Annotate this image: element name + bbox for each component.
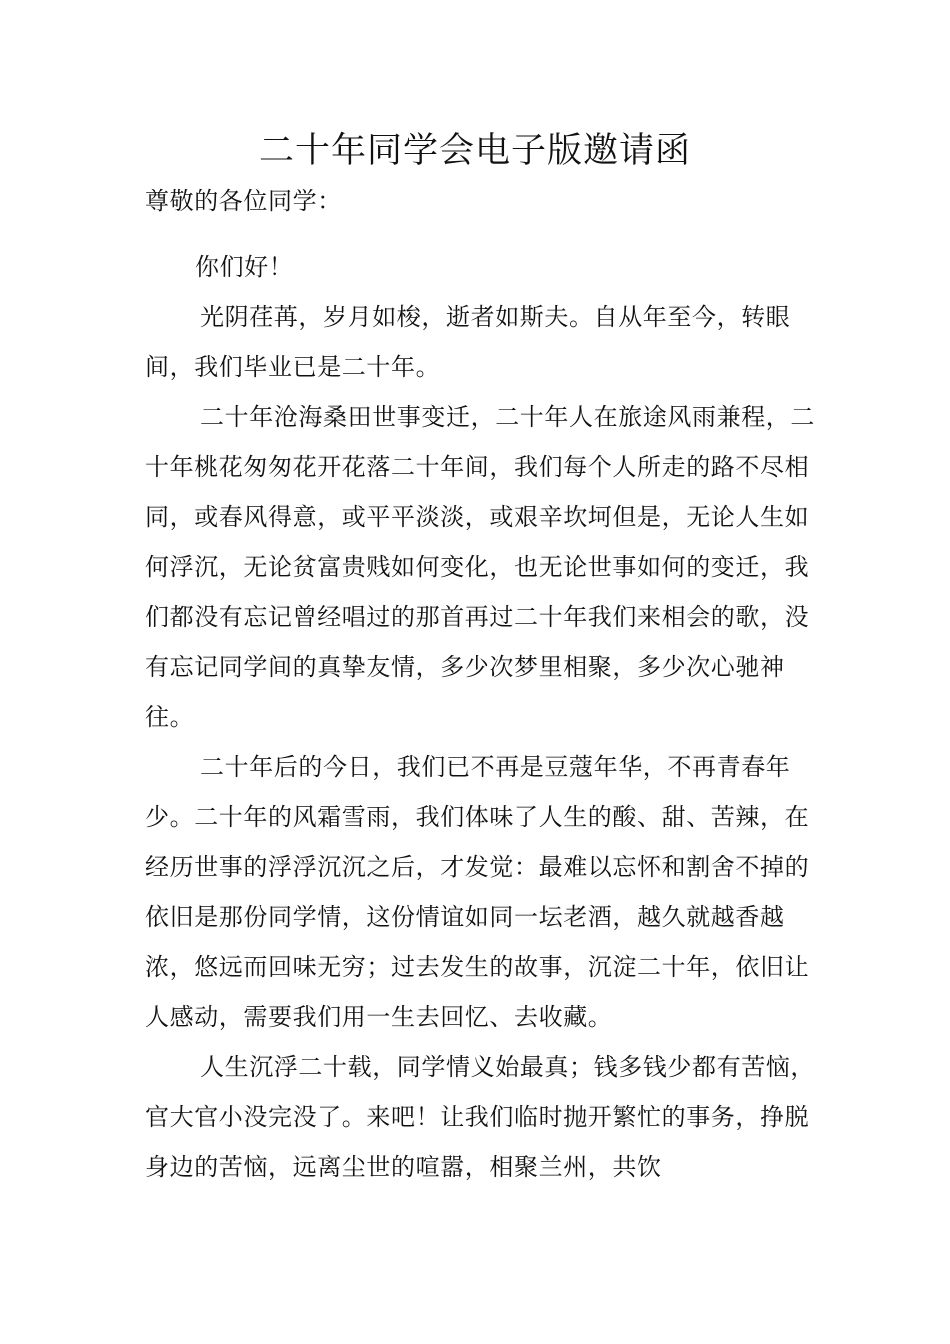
document-body — [145, 176, 825, 1192]
salutation: 尊敬的各位同学： — [145, 187, 342, 215]
document-title: 二十年同学会电子版邀请函 — [258, 131, 691, 171]
paragraph-3: 二十年后的今日，我们已不再是豆蔻年华，不再青春年少。二十年的风霜雪雨，我们体味了人生的酸、甜、苦辣，在经历世事的浮浮沉沉之后，才发觉：最难以忘怀和割舍不掉的依旧是那份同学情，这份情谊如同一坛老酒，越久就越香越浓，悠远而回味无穷；过去发生的故事，沉淀二十年，依旧让人感动，需要我们用一生去回忆、去收藏。 — [145, 753, 810, 1031]
paragraph-4: 人生沉浮二十载，同学情义始最真；钱多钱少都有苦恼，官大官小没完没了。来吧！让我们临时抛开繁忙的事务，挣脱身边的苦恼，远离尘世的喧嚣，相聚兰州，共饮 — [145, 1053, 815, 1181]
greeting: 你们好！ — [195, 253, 294, 281]
paragraph-2: 二十年沧海桑田世事变迁，二十年人在旅途风雨兼程，二十年桃花匆匆花开花落二十年间，我们每个人所走的路不尽相同，或春风得意，或平平淡淡，或艰辛坎坷但是，无论人生如何浮沉，无论贫富贵贱如何变化，也无论世事如何的变迁，我们都没有忘记曾经唱过的那首再过二十年我们来相会的歌，没有忘记同学间的真挚友情，多少次梦里相聚，多少次心驰神往。 — [145, 403, 815, 731]
paragraph-1: 光阴荏苒，岁月如梭，逝者如斯夫。自从年至今，转眼间，我们毕业已是二十年。 — [145, 303, 791, 381]
